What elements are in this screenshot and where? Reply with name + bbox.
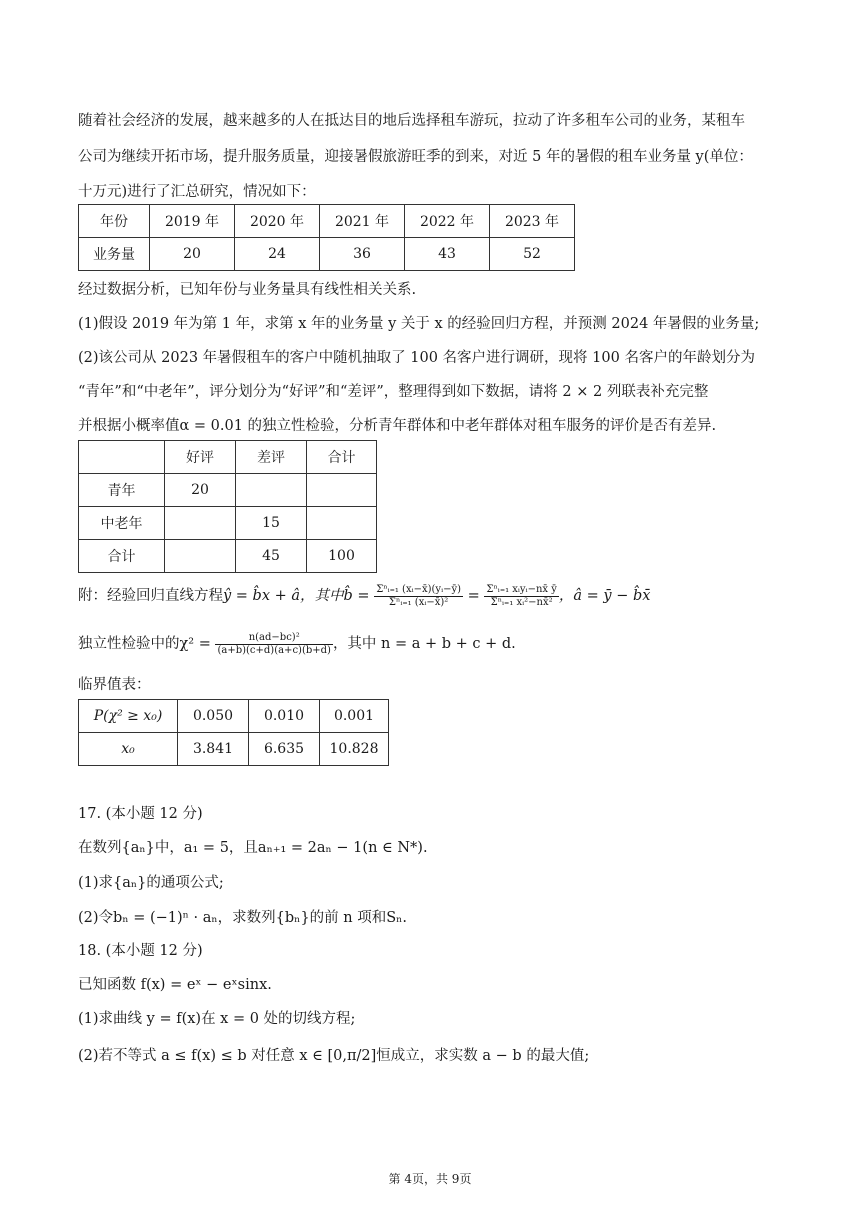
problem-17-title: 17. (本小题 12 分) bbox=[78, 806, 203, 822]
a-hat-equation: ，â = ȳ − b̂x̄ bbox=[558, 588, 651, 604]
page-footer: 第 4页，共 9页 bbox=[388, 1172, 472, 1186]
table1-header: 2020 年 bbox=[235, 205, 320, 238]
fraction-numerator: n(ad−bc)² bbox=[215, 632, 332, 645]
problem-18-line-3: (2)若不等式 a ≤ f(x) ≤ b 对任意 x ∈ [0,π/2]恒成立，求实数 a − b 的最大值; bbox=[78, 1048, 590, 1064]
table2-cell bbox=[165, 540, 236, 573]
table2-cell bbox=[307, 507, 377, 540]
table2-cell: 青年 bbox=[79, 474, 165, 507]
table3-cell: 10.828 bbox=[320, 733, 389, 766]
table1-cell: 36 bbox=[320, 238, 405, 271]
fraction-denominator: Σⁿᵢ₌₁ xᵢ²−nx̄² bbox=[490, 596, 553, 608]
contingency-table bbox=[78, 440, 377, 573]
table3-header: 0.010 bbox=[249, 700, 320, 733]
table1-header: 2022 年 bbox=[405, 205, 490, 238]
question-2-line-2: “青年”和“中老年”，评分划分为“好评”和“差评”，整理得到如下数据，请将 2 × 2 列联表补充完整 bbox=[78, 384, 709, 400]
table3-header: 0.001 bbox=[320, 700, 389, 733]
critical-value-label: 临界值表： bbox=[78, 677, 151, 693]
table2-header: 好评 bbox=[165, 441, 236, 474]
table1-cell: 43 bbox=[405, 238, 490, 271]
analysis-text: 经过数据分析，已知年份与业务量具有线性相关关系. bbox=[78, 282, 417, 298]
table2-cell: 中老年 bbox=[79, 507, 165, 540]
question-1: (1)假设 2019 年为第 1 年，求第 x 年的业务量 y 关于 x 的经验回归方程，并预测 2024 年暑假的业务量; bbox=[78, 316, 760, 332]
table2-cell: 15 bbox=[236, 507, 307, 540]
problem-17-line-1: 在数列{aₙ}中，a₁ = 5，且aₙ₊₁ = 2aₙ − 1(n ∈ N*). bbox=[78, 840, 428, 856]
table1-header: 年份 bbox=[79, 205, 150, 238]
problem-18-line-2: (1)求曲线 y = f(x)在 x = 0 处的切线方程; bbox=[78, 1011, 356, 1027]
table1-cell: 52 bbox=[490, 238, 575, 271]
question-2-line-1: (2)该公司从 2023 年暑假租车的客户中随机抽取了 100 名客户进行调研，现将 100 名客户的年龄划分为 bbox=[78, 350, 755, 366]
table2-header: 合计 bbox=[307, 441, 377, 474]
table3-header: 0.050 bbox=[178, 700, 249, 733]
intro-line-1: 随着社会经济的发展，越来越多的人在抵达目的地后选择租车游玩，拉动了许多租车公司的业务，某租车 bbox=[78, 113, 745, 129]
fraction-numerator: Σⁿᵢ₌₁ xᵢyᵢ−nx̄ ȳ bbox=[486, 583, 557, 595]
problem-18-title: 18. (本小题 12 分) bbox=[78, 943, 203, 959]
table1-cell: 业务量 bbox=[79, 238, 150, 271]
table2-cell: 45 bbox=[236, 540, 307, 573]
table1-cell: 20 bbox=[150, 238, 235, 271]
question-2-line-3: 并根据小概率值α = 0.01 的独立性检验，分析青年群体和中老年群体对租车服务的评价是否有差异. bbox=[78, 418, 717, 434]
table2-cell bbox=[236, 474, 307, 507]
critical-value-table bbox=[78, 699, 389, 766]
table2-cell: 20 bbox=[165, 474, 236, 507]
problem-17-line-3: (2)令bₙ = (−1)ⁿ · aₙ，求数列{bₙ}的前 n 项和Sₙ. bbox=[78, 910, 408, 926]
intro-line-3: 十万元)进行了汇总研究，情况如下： bbox=[78, 184, 316, 200]
problem-17-line-2: (1)求{aₙ}的通项公式; bbox=[78, 875, 224, 891]
table1-header: 2019 年 bbox=[150, 205, 235, 238]
table2-cell: 100 bbox=[307, 540, 377, 573]
table3-header: P(χ² ≥ x₀) bbox=[79, 700, 178, 733]
yearly-volume-table bbox=[78, 204, 575, 271]
fraction-denominator: (a+b)(c+d)(a+c)(b+d) bbox=[217, 644, 331, 656]
b-hat-fraction-2 bbox=[484, 584, 558, 609]
table2-header bbox=[79, 441, 165, 474]
chi-square-fraction bbox=[215, 632, 332, 657]
chi-suffix: ，其中 n = a + b + c + d. bbox=[332, 636, 516, 652]
fraction-denominator: Σⁿᵢ₌₁ (xᵢ−x̄)² bbox=[388, 596, 449, 608]
b-hat-fraction-1 bbox=[374, 584, 463, 609]
regression-equation: ŷ = b̂x + â，其中b̂ = bbox=[223, 588, 370, 604]
table3-cell: x₀ bbox=[79, 733, 178, 766]
table2-cell bbox=[307, 474, 377, 507]
appendix-regression-formula bbox=[78, 582, 650, 610]
table3-cell: 6.635 bbox=[249, 733, 320, 766]
appendix-prefix: 附：经验回归直线方程 bbox=[78, 588, 223, 604]
intro-line-2: 公司为继续开拓市场，提升服务质量，迎接暑假旅游旺季的到来，对近 5 年的暑假的租车业务量 y(单位： bbox=[78, 149, 753, 165]
table2-cell: 合计 bbox=[79, 540, 165, 573]
table3-cell: 3.841 bbox=[178, 733, 249, 766]
table1-header: 2023 年 bbox=[490, 205, 575, 238]
table1-header: 2021 年 bbox=[320, 205, 405, 238]
chi-prefix: 独立性检验中的χ² = bbox=[78, 636, 211, 652]
appendix-chi-square-formula bbox=[78, 630, 516, 658]
problem-18-line-1: 已知函数 f(x) = eˣ − eˣsinx. bbox=[78, 977, 272, 993]
table2-cell bbox=[165, 507, 236, 540]
table2-header: 差评 bbox=[236, 441, 307, 474]
equals-sign: = bbox=[467, 588, 480, 604]
fraction-numerator: Σⁿᵢ₌₁ (xᵢ−x̄)(yᵢ−ȳ) bbox=[376, 583, 462, 595]
table1-cell: 24 bbox=[235, 238, 320, 271]
